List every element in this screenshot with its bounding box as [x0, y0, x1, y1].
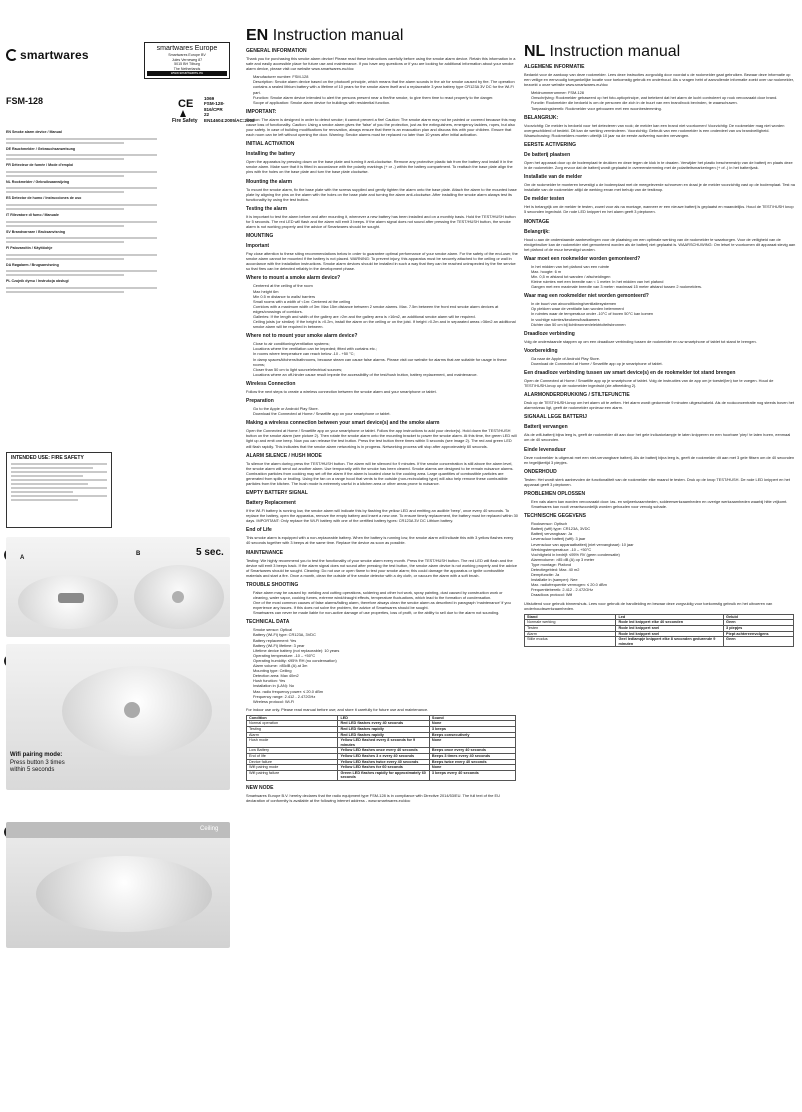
en-wireless-text: Follow the next steps to create a wireless connection between the smoke alarm and your smartphone or tablet. — [246, 388, 437, 394]
lang-block: FI Palovaroitin / Käyttöohje — [6, 246, 174, 260]
en-wireless-heading: Wireless Connection — [246, 380, 296, 387]
nl-mounting-heading: MONTAGE — [524, 218, 550, 225]
nl-general-heading: ALGEMENE INFORMATIE — [524, 64, 585, 70]
en-alarm-text: To silence the alarm during press the TEST/HUSH button. The alarm will be silenced for 9 minutes. If the smoke concentration is still above the alarm level, the smoke alarm will send out another alarm. Use temporarily with the smoke has been cleared. Smoke alarms are designed to be remain nuisance alarms. Combustion particles from cooking may set off the alarm if the alarm is located close to the cooking area. Large quantities of combustible particles are generated from spills or broiling. Using the fan on a range hood that vents to the outside (non-recirculating type) will also help remove these combustible particles from the kitchen. The hush mode is extremely useful in a kitchen area or other areas prone to nuisance. — [246, 460, 514, 486]
en-important-heading: IMPORTANT: — [246, 108, 277, 115]
en-install-text: Open the apparatus by pressing down on the base plate and turning it anti-clockwise. Remove any protective plastic tab from the battery and install it in the smoke alarm. Make sure that it is fitted in accordance with the polarity markings (+ or -) within the battery compartment. To reattach the base plate align the pins with the holes on the base plate and turn the base plate clockwise. — [246, 159, 513, 175]
en-newnode-heading: NEW NODE — [246, 785, 274, 791]
lang-block: EN Smoke alarm device / Manual — [6, 130, 174, 144]
lang-block: PL Czujnik dymu / Instrukcja obsługi — [6, 279, 174, 293]
nl-where-heading: Waar moet een rookmelder worden gemonteerd? — [524, 255, 641, 262]
en-mounting-heading: MOUNTING — [246, 233, 274, 240]
en-mount-text: To mount the smoke alarm, fix the base plate with the screws supplied and gently tighten the alarm onto the base plate. Attach the alarm to the mounted base plate by aligning the pins on the alarm with the holes on the base plate and turning the alarm anti-clockwise. After installing the smoke alarm always test its functionality by using the test button. — [246, 186, 517, 202]
nl-maint-text: Testen: Het wordt sterk aanbevolen de functionaliteit van de rookmelder elke maand te testen. Druk op de knop TEST/HUSH. De rode LED knippert en het apparaat geeft 3 pieptonen. — [524, 476, 790, 487]
nl-testing-text: Het is belangrijk om de melder te testen, zowel voor als na montage, wanneer er een nieuwe batterij is geplaatst en maandelijks. Houd de TEST/HUSH knop 5 seconden ingedrukt. De rode LED knippert en het alarm geeft 3 pieptonen. — [524, 204, 794, 215]
lang-block: NL Rookmelder / Gebruiksaanwijzing — [6, 180, 174, 194]
intended-use-title: INTENDED USE: FIRE SAFETY — [11, 455, 84, 461]
en-testing-text: It is important to test the alarm before and after mounting it, whenever a new battery has been installed and on a monthly basis. Hold the TEST/HUSH button for 5 seconds. The red LED will flash and the alarm will emit 3 beeps. If the alarm signal does not sound after pressing the TEST/HUSH button, the smoke alarm is not working properly and the advice of Smartwares should be sought. — [246, 213, 516, 229]
en-initial-heading: INITIAL ACTIVATION — [246, 141, 295, 148]
en-mounting-text: Pay close attention to these siting recommendations below in order to guarantee optimal performance of your smoke alarm. For the safety of the end-user, the smoke alarm cannot be mounted if the battery is not placed. WARNING: To prevent injury, this apparatus must be securely attached to the ceiling or wall in accordance with the installation instructions. Smoke alarm devices should be installed in such a way that they can be reached uninspected by the fire service so that fires can be detected reliably in the development phase. — [246, 251, 518, 272]
nl-empty-heading: SIGNAAL LEGE BATTERIJ — [524, 414, 587, 421]
nl-initial-heading: EERSTE ACTIVERING — [524, 141, 577, 148]
battery-image — [58, 593, 84, 603]
nl-replace-text: Als de wifi-batterij bijna leeg is, geeft de rookmelder dit aan door het gele indicatorlampje te laten knipperen en een hoorbare 'piep' te laten horen, eenmaal om de 40 seconden. — [524, 432, 791, 443]
en-tech-list: • Smoke sensor: Optical • Battery (Wi-Fi) type: CR123A, 3VDC • Battery replacement: Yes • Battery (Wi-Fi) lifetime: 3 year • Lifetime device battery (not replaceable): 10 years • Operating temperature: -10 – +50°C • Operating humidity: ≤95% RH (no condensation) • Alarm volume: >85dB (A) at 3m • Mounting type: Ceiling • Detection area: Max 40m2 • Hush function: Yes • Installation in (LAN): No • Max. radio frequency power: ≤ 20.0 dBm • Frequency range: 2.412 - 2.472GHz • Wireless protocol: Wi-Fi — [246, 627, 518, 703]
nl-alarm-text: Druk op de TEST/HUSH-knop om het alarm uit te zetten. Het alarm wordt gedurende 9 minuten uitgeschakeld. Als de rookconcentratie nog steeds boven het alarmniveau ligt, geeft de rookmelder opnieuw een alarm. — [524, 400, 795, 411]
table-row: Alarm Red LED flashes rapidly Beeps consecutively — [247, 732, 516, 738]
en-alarm-heading: ALARM SILENCE / HUSH MODE — [246, 452, 322, 459]
left-column — [0, 0, 255, 1112]
en-replace-heading: Battery Replacement — [246, 500, 296, 507]
en-making-heading: Making a wireless connection between your smart device(s) and the smoke alarm — [246, 420, 440, 427]
nl-install-heading: De batterij plaatsen — [524, 151, 571, 158]
nl-tech-heading: TECHNISCHE GEGEVENS — [524, 513, 586, 520]
nl-important-m-heading: Belangrijk: — [524, 228, 550, 235]
lang-block: ES Detector de humo / Instrucciones de uso — [6, 196, 174, 210]
table-row: Wifi pairing mode Yellow LED flashes for 60 seconds None — [247, 765, 516, 771]
en-status-table — [246, 715, 516, 781]
company-address-2: Jules Verneweg 87 — [171, 57, 203, 62]
en-title: EN Instruction manual — [246, 28, 404, 44]
lang-block: IT Rilevatore di fumo / Manuale — [6, 213, 174, 227]
cert-line-3: EN14604:2005/AC:2008 — [204, 117, 255, 123]
nl-trouble-heading: PROBLEMEN OPLOSSEN — [524, 490, 586, 497]
nl-maint-heading: ONDERHOUD — [524, 468, 557, 475]
press-button-icon — [124, 702, 140, 718]
five-sec-label: 5 sec. — [196, 547, 224, 558]
nl-making-text: Open de Connected at Home / Smartlife app op je smartphone of tablet. Volg de instructies van de app om je toestel(len) toe te voegen. Houd de TEST/HUSH-knop op de rookmelder ingedrukt (zie afbeelding 2). — [524, 378, 774, 389]
nl-title: NL Instruction manual — [524, 44, 681, 60]
en-maint-text: Testing: We highly recommend you to test the functionality of your smoke alarm every month. Press the TEST/HUSH button. The red LED will flash and the device will emit 3 beeps back. If the alarm signal does not sound after pressing the test button, the smoke alarm device is not working properly and the advice of Smartwares should be sought. Cleaning: Do not use or open flame to test your smoke alarm; this could damage the apparatus or ignite combustible materials and start a fire. Once a month, clean the outside of the smoke detector with a dry cloth, or vacuum the alarm with a soft brush. — [246, 557, 517, 578]
company-address-4: The Netherlands — [173, 66, 201, 71]
nl-eol-heading: Einde levensduur — [524, 446, 566, 453]
language-list — [6, 130, 174, 296]
nl-wireless-heading: Draadloze verbinding — [524, 330, 575, 337]
nl-important-heading: BELANGRIJK: — [524, 114, 559, 121]
nl-replace-heading: Batterij vervangen — [524, 424, 568, 431]
nl-prep-list: • Ga naar de Apple of Android Play Store. • Download de Connected at Home / Smartlife app op je smartphone of tablet. — [524, 356, 796, 366]
en-general-text: Thank you for purchasing this smoke alarm device! Please read these instructions carefully before using the smoke alarm device. Retain this information in a safe and easily accessible place for future use and maintenance. If you have any questions or if you are looking for additional information about your smoke alarm device, please visit our website www.smartwares.eu/doc — [246, 56, 516, 72]
table-row: Testen Rode led knippert snel 3 piepjes — [525, 625, 794, 631]
company-address-1: Smartwares Europe BV — [168, 53, 206, 57]
wifi-pairing-title: Wifi pairing mode: — [10, 752, 63, 758]
model-number: FSM-128 — [6, 96, 44, 106]
en-important-text: Caution: The alarm is designed in order to detect smoke; it cannot prevent a fire! Caution: The smoke alarm may not be painted or covered because this may cause loss of functionality. Caution: Using a smoke alarm gives the 'false' of you the protection, just as fire extinguishers, emergency ladders, ropes, but also your safety. In case of building modifications for renovation, always ensure that there is an evacuation plan and discuss this with your children. Ensure that each room can be left without opening the door. Warning: Smoke alarms must be replaced no later than 10 years after initial activation. — [246, 116, 516, 138]
nl-general-text: Bedankt voor de aankoop van deze rookmelder. Lees deze instructies zorgvuldig door voordat u de rookmelder gaat gebruiken. Bewaar deze informatie op een veilige en eenvoudig toegankelijke locatie voor toekomstig gebruik en onderhoud. Als u vragen hebt of aanvullende informatie zoekt over uw rookmelder, bezoekt u onze website www.smartwares.eu/doc — [524, 72, 794, 88]
illustration-wifi-pairing — [6, 644, 230, 790]
en-spec-list: • Manufacturer number: FSM-128 • Description: Smoke alarm device based on the photocell principle, which means that the alarm sounds in the air for smoke caused by fire. The operation contains a sealed lithium battery with a lifetime of 10 years for the smoke alarm itself and a replaceable 3 year battery type CR123A 3V DC for the Wi-Fi part. • Function: Smoke alarm device intended to alert the persons present near a fire/the smoke, to give them time to react properly to the danger. • Scope of application: Smoke alarm device for buildings with residential function. — [246, 74, 518, 105]
logo-text: smartwares — [20, 48, 89, 62]
table-row: Stille modus Geel ledlampje knippert elke 8 seconden gedurende 9 minuten Geen — [525, 637, 794, 647]
wifi-pairing-line-1: Press button 3 times — [10, 759, 65, 766]
en-where-not-list: • Close to air conditioning/ventilation systems; • Locations where the ventilation can be impeded; fitted with curtains etc.; • In rooms where temperature can reach below -10 - +50 °C; • In damp spaces/kitchens/bathrooms, because steam can cause false alarms. Please visit our website for alarms that are suitable for usage in these rooms; • Closer than 50 cm to light source/electrical sources; • Locations where an off-hinder cause result impede the accessibility of the test/hush button, battery replacement, and maintenance. — [246, 341, 518, 377]
flame-icon — [180, 110, 186, 117]
nl-where-not-heading: Waar mag een rookmelder niet worden gemonteerd? — [524, 293, 649, 300]
wifi-pairing-caption — [10, 752, 65, 775]
table-row: Wifi pairing failure Green LED flashes rapidly for approximately 60 seconds 3 beeps every 40 seconds — [247, 770, 516, 780]
en-prep-list: • Go to the Apple or Android Play Store. • Download the Connected at Home / Smartlife app on your smartphone or tablet. — [246, 406, 518, 416]
en-empty-heading: EMPTY BATTERY SIGNAL — [246, 490, 308, 497]
nl-spec-list: • Meldnummerummer: FSM-128 • Omschrijving: Rookmelder gebaseerd op het foto-opticprincipe, wat betekent dat het alarm de lucht controleert op rook veroorzaakt door brand. • Functie: Rookmelder die bedoeld is om de personen die zich in de buurt van een brand/rook bevinden, te waarschuwen. • Toepassingsbereik: Rookmelder voor gebouwen met een woonbestemming. — [524, 90, 796, 110]
lang-block: FR Détecteur de fumée / Mode d'emploi — [6, 163, 174, 177]
brand-header — [6, 38, 231, 98]
en-where-heading: Where to mount a smoke alarm device? — [246, 275, 341, 282]
company-name: smartwares Europe — [156, 45, 218, 52]
table-header-row: Stand Led Geluid — [525, 614, 794, 620]
en-where-not-heading: Where not to mount your smoke alarm device? — [246, 333, 358, 340]
table-row: Testing Red LED flashes rapidly 3 beeps — [247, 727, 516, 733]
company-box — [144, 42, 230, 79]
intended-use-box — [6, 452, 112, 528]
table-row: End of life Yellow LED flashes 3 x every 40 seconds Beeps 3 times every 40 seconds — [247, 754, 516, 760]
table-row: Low Battery Yellow LED flashes once every 40 seconds Beeps once every 40 seconds — [247, 748, 516, 754]
nl-install-text: Open het apparaat door op de bodemplaat te drukken en deze tegen de klok in te draaien. Verwijder het plastic beschermstrip van de batterij en plaats deze in de rookmelder. Zorg ervoor dat de batterij wordt geplaatst in overeenstemming met de polariteitsmarkeringen (+ of -) in het batterijvak. — [524, 159, 793, 171]
company-website: www.smartwares.eu — [147, 71, 227, 76]
en-eol-heading: End of Life — [246, 527, 272, 534]
test-button-icon — [172, 591, 184, 603]
nl-wireless-text: Volg de onderstaande stappen op om een draadloze verbinding tussen de rookmelder en uw smartphone of tablet tot stand te brengen. — [524, 338, 757, 344]
nl-important-text: Voorzichtig: De melder is bedoeld voor het detecteren van rook; de melder kan een brand niet voorkomen! Voorzichtig: De rookmelder mag niet worden overgeschilderd of bedekt. Dit kan de werking verminderen. Voorzichtig: Gebruik van een rookmelder is een onderdeel van uw brandveiligheid. Waarschuwing: Rookmelders moeten uiterlijk 10 jaar na de eerste activering worden vervangen. — [524, 122, 785, 138]
nl-eol-text: Deze rookmelder is uitgerust met een niet-vervangbare batterij. Als de batterij bijna leeg is, geeft de rookmelder dit aan met 3 gele flitsen om de 40 seconden en tegelijkertijd 3 piepjes. — [524, 454, 795, 465]
en-tech-heading: TECHNICAL DATA — [246, 619, 290, 626]
en-replace-text: If the Wi-Fi battery is running low, the smoke alarm will indicate this by flashing the yellow LED and emitting an audible 'beep', once every 40 seconds. To replace the battery, open the apparatus, remove the empty battery and insert a new one. To ensure timely replacement, the battery must be replaced within 30 days. IMPORTANT: Only replace the Wi-Fi battery with one of the certified battery types: CR123A 3V DC Lithium battery. — [246, 508, 518, 524]
cert-line-2: 22 — [204, 112, 210, 118]
table-header-row: Condition LED Sound — [247, 715, 516, 721]
nl-trouble-list: • Een vals alarm kan worden veroorzaakt door: las- en snijwerkzaamheden, soldeerwerkzaamheden en overige werkzaamheden waarbij hitte vrijkomt. • Smartwares kan nooit verantwoordelijk worden gehouden voor vervolg schade. — [524, 499, 796, 509]
en-mount-heading: Mounting the alarm — [246, 178, 293, 185]
en-general-heading: GENERAL INFORMATION — [246, 48, 307, 54]
nl-mount-text: Om de rookmelder te monteren bevestigt u de bodemplaat met de meegeleverde schroeven en draai je de melder voorzichtig vast op de bodemplaat. Test na installatie van de rookmelder altijd de werking ervan met behulp van de testknop. — [524, 182, 795, 193]
en-maint-heading: MAINTENANCE — [246, 549, 283, 556]
wifi-pairing-line-2: within 5 seconds — [10, 767, 55, 773]
cert-block — [204, 96, 255, 123]
lang-block: DA Røgalarm / Brugsanvisning — [6, 263, 174, 277]
lang-block: DE Rauchmelder / Gebrauchsanweisung — [6, 147, 174, 161]
label-a: A — [20, 555, 25, 561]
table-row: Alarm Rode led knippert snel Piept achtereenvolgens — [525, 631, 794, 637]
nl-column — [524, 44, 796, 1106]
nl-status-table — [524, 614, 794, 648]
en-install-heading: Installing the battery — [246, 151, 295, 158]
nl-tech-note: Uitsluitend voor gebruik binnenshuis. Lees voor gebruik de handleiding en bewaar deze zorgvuldig voor toekomstig gebruik en het uitvoeren van onderhoudswerkzaamheden. — [524, 600, 773, 611]
table-row: Normal operation Red LED flashes every 40 seconds None — [247, 721, 516, 727]
en-prep-heading: Preparation — [246, 398, 274, 405]
lang-block: SV Brandvarnare / Bruksanvisning — [6, 230, 174, 244]
ceiling-surface — [6, 822, 230, 838]
nl-tech-list: • Rooksensor: Optisch • Batterij (wifi) type: CR123A, 3VDC • Batterij vervangbaar: Ja • Levensduur batterij (wifi): 3 jaar • Levensduur van apparaatbatterij (niet vervangbaar): 10 jaar • Werkingstemperatuur: -10 – +50°C • Vochtigheid in bedrijf: ≤95% RV (geen condensatie) • Alarmvolume: >85 dB (A) op 3 meter • Type montage: Plafond • Detectiegebied: Max. 40 m2 • Dempfunctie: Ja • Installatie in (samper): Nee • Max. radiofrequentie vermogen: ≤ 20.0 dBm • Frequentiebereik: 2.412 - 2.472GHz • Draadloos protocol: Wifi — [524, 521, 796, 597]
table-row: Normale werking Rode led knippert elke 40 seconden Geen — [525, 620, 794, 626]
table-row: Device failure Yellow LED flashes twice every 40 seconds Beeps twice every 40 seconds — [247, 759, 516, 765]
fire-safety-label: Fire Safety — [172, 118, 198, 124]
nl-mount-heading: Installatie van de melder — [524, 174, 583, 181]
ce-mark: CE — [178, 98, 194, 110]
en-newnode-text: Smartwares Europe B.V. hereby declares that the radio equipment type FSM-128 is in compliance with Directive 2014/53/EU. The full text of the EU declaration of conformity is available at the following internet address - www.smartwares.eu/doc — [246, 793, 500, 804]
nl-prep-heading: Voorbereiding — [524, 347, 558, 354]
mounted-alarm-image — [36, 856, 212, 932]
nl-mounting-text: Houd u aan de onderstaande aanbevelingen voor de plaatsing om een optimale werking van de rookmelder te waarborgen. Voor de veiligheid van de eindgebruiker kan de rookmelder niet gemonteerd worden als de batterij niet geplaatst is. WAARSCHUWING: Om letsel te voorkomen dit apparaat stevig aan het plafond of de muur bevestigd worden. — [524, 236, 796, 252]
brand-logo — [6, 48, 89, 62]
en-where-list: • Centered at the ceiling of the room • Max height 6m • Min 0.5 m distance to walls/ barriers • Small rooms with a width of <1m: Centered at the ceiling • Corridors with a maximum width of 3m: Max 15m distance between 2 smoke alarms. Max. 7.5m between the front end smoke alarm devices at edges/crossings of corridors. • Galleries: If the length and width of the gallery are >2m and the gallery area is >16m2, an additional smoke alarm will be required. • Ceiling joists (or similar): If the height is >0.2m, install the alarm on the ceiling or on the joist. If height >0.2m and in separated areas >36m2 an additional smoke alarm will be required in between. — [246, 283, 518, 329]
label-b: B — [136, 551, 141, 557]
en-important-m-heading: Important — [246, 243, 270, 250]
logo-swirl-icon — [6, 49, 18, 61]
en-tech-note: For indoor use only. Please read manual before use; and store it carefully for future use and maintenance. — [246, 706, 429, 712]
company-address-3: 5015 BH Tilburg — [174, 62, 200, 67]
en-column — [246, 28, 518, 1106]
ceiling-label: Ceiling — [200, 826, 219, 832]
nl-testing-heading: De melder testen — [524, 196, 565, 203]
en-trouble-list: • False alarm may be caused by: welding and cutting operations, soldering and other hot work, spray painting, dust caused by construction work or cleaning, water vapor, cooking fumes, extreme wind/draught effects, temperature fluctuations, which lead to the formation of condensation. • One of the most common causes of false alarms/failing alarm, therefore always clean the smoke alarm as described in paragraph 'maintenance' if you experience any issues. If this does not solve the problem, the advice of Smartwares should be sought. • Smartwares can never be made liable for non-active damage of use properties, loss of profit, or the ability to sell due to the alarm not sounding. — [246, 590, 518, 615]
cert-line-1: FSM-128-816/CPR — [204, 101, 225, 112]
illustration-ceiling-mount — [6, 822, 230, 948]
en-testing-heading: Testing the alarm — [246, 205, 288, 212]
cert-code: 1069 — [204, 96, 215, 101]
illustration-battery — [6, 537, 230, 637]
en-eol-text: This smoke alarm is equipped with a non-replaceable battery. When the battery is running low, the smoke alarm will indicate this with 3 yellow flashes every 40 seconds together with 3 beeps at the same time. Replace the device as soon as possible. — [246, 535, 514, 546]
nl-where-list: • In het midden van het plafond van een ruimte • Max. hoogte: 6 m • Min. 0,5 m afstand tot wanden / afscheidingen • Kleine ruimtes met een breedte van < 1 meter: In het midden van het plafond • Gangen met een maximale breedte van 3 meter: maximaal 15 meter afstand tussen 2 rookmelders. — [524, 264, 796, 289]
en-trouble-heading: TROUBLE SHOOTING — [246, 581, 299, 588]
en-making-text: Open the Connected at Home / Smartlife app on your smartphone or tablet. Follow the app instructions to add your device(s). Hold down the TEST/HUSH button on the smoke alarm (see picture 2). Then rotate the smoke alarm onto the mounting bracket to power the smoke alarm. At this time, the green LED will light up and emit one beep. Now you can release the test button. Press the test button three times within 5 seconds (see image 2). The red and green LED will flash rapidly. This indicates that the smoke alarm networking is in progress. Networking process will stop after approximately 60 seconds. — [246, 428, 517, 449]
table-row: Hush mode Yellow LED flashed every 8 seconds for 9 minutes None — [247, 738, 516, 748]
nl-where-not-list: • In de buurt van airconditioning/ventilatiesystemen • Op plekken waar de ventilatie kan worden belemmerd • In ruimtes waar de temperatuur onder -10°C of boven 50°C kan komen • In vochtige ruimtes/keukens/badkamers • Dichter dan 50 cm bij lichtbronnen/elektriciteitsbronnen — [524, 301, 796, 326]
nl-alarm-heading: ALARMONDERDRUKKING / STILTEFUNCTIE — [524, 392, 630, 399]
nl-making-heading: Een draadloze verbinding tussen uw smart device(s) en de rookmelder tot stand brengen — [524, 370, 736, 376]
